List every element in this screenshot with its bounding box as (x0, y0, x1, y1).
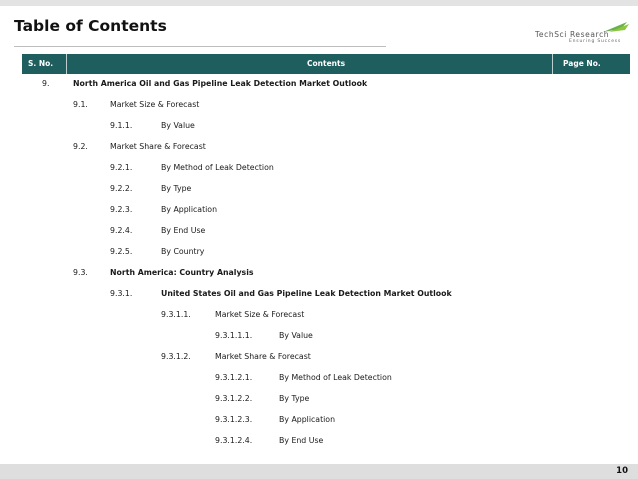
toc-text: By Country (161, 247, 205, 256)
header-divider (66, 54, 67, 74)
top-strip (0, 0, 638, 6)
toc-number: 9.3.1.2. (161, 352, 191, 361)
toc-text: By Type (279, 394, 310, 403)
footer-bar (0, 464, 638, 479)
toc-number: 9.3. (73, 268, 88, 277)
header-sno: S. No. (28, 59, 54, 68)
logo-text: TechSci Research (535, 30, 610, 39)
toc-text: Market Share & Forecast (215, 352, 311, 361)
toc-number: 9.2. (73, 142, 88, 151)
toc-number: 9.3.1.2.3. (215, 415, 253, 424)
toc-text: Market Share & Forecast (110, 142, 206, 151)
toc-text: By Application (279, 415, 336, 424)
toc-text: By Value (161, 121, 195, 130)
header-page-no: Page No. (563, 59, 601, 68)
toc-number: 9.3.1. (110, 289, 133, 298)
toc-text: By Application (161, 205, 218, 214)
toc-text: Market Size & Forecast (110, 100, 200, 109)
toc-number: 9. (42, 79, 50, 88)
toc-text: By End Use (161, 226, 206, 235)
toc-text: North America Oil and Gas Pipeline Leak Detection Market Outlook (73, 79, 368, 88)
toc-number: 9.2.3. (110, 205, 133, 214)
company-logo (535, 21, 631, 47)
toc-number: 9.1.1. (110, 121, 133, 130)
header-contents: Contents (307, 59, 346, 68)
toc-number: 9.3.1.1. (161, 310, 191, 319)
toc-text: By Value (279, 331, 313, 340)
toc-text: By End Use (279, 436, 324, 445)
toc-number: 9.2.5. (110, 247, 133, 256)
toc-text: North America: Country Analysis (110, 268, 254, 277)
toc-number: 9.3.1.2.4. (215, 436, 253, 445)
toc-number: 9.2.4. (110, 226, 133, 235)
toc-text: By Type (161, 184, 192, 193)
toc-text: By Method of Leak Detection (279, 373, 392, 382)
page-number: 10 (616, 466, 628, 476)
toc-number: 9.3.1.1.1. (215, 331, 253, 340)
title-divider (14, 46, 386, 47)
toc-number: 9.2.2. (110, 184, 133, 193)
toc-number: 9.3.1.2.1. (215, 373, 253, 382)
toc-number: 9.2.1. (110, 163, 133, 172)
toc-number: 9.3.1.2.2. (215, 394, 253, 403)
toc-text: By Method of Leak Detection (161, 163, 274, 172)
header-divider (552, 54, 553, 74)
table-header (22, 54, 630, 74)
toc-text: United States Oil and Gas Pipeline Leak Detection Market Outlook (161, 289, 452, 298)
toc-number: 9.1. (73, 100, 88, 109)
page-title: Table of Contents (14, 17, 167, 35)
logo-subtext: Ensuring Success (569, 39, 622, 44)
toc-text: Market Size & Forecast (215, 310, 305, 319)
